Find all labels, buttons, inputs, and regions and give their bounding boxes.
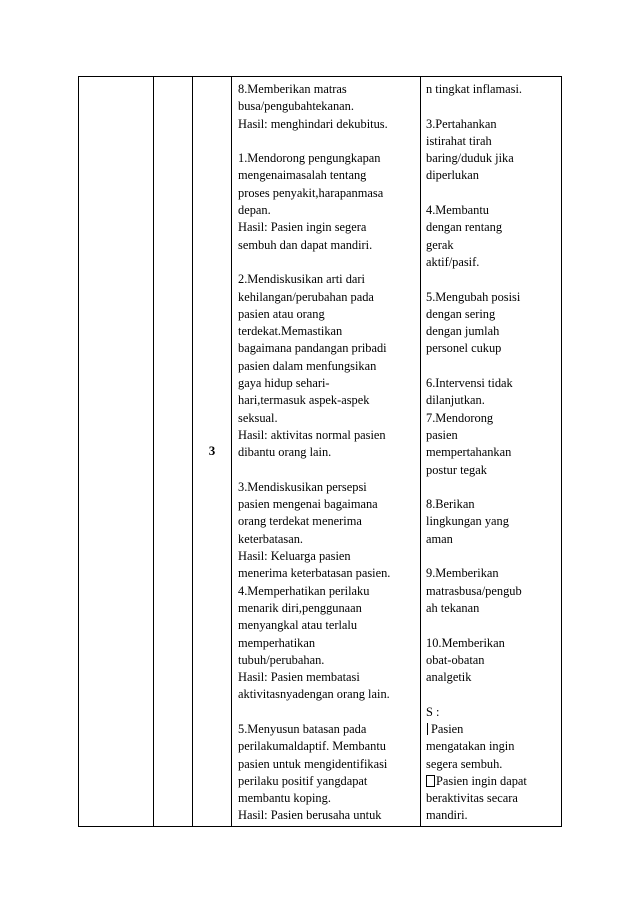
intervention-line: menerima keterbatasan pasien.: [238, 566, 391, 581]
intervention-line: perilaku positif yangdapat: [238, 773, 368, 788]
intervention-line: Hasil: Pasien membatasi: [238, 670, 360, 685]
intervention-line: mengenaimasalah tentang: [238, 168, 367, 183]
intervention-line: Hasil: menghindari dekubitus.: [238, 116, 388, 131]
intervention-line: orang terdekat menerima: [238, 514, 362, 529]
evaluation-line: 10.Memberikan: [426, 635, 505, 650]
subjective-line-1: Pasien: [426, 721, 558, 738]
evaluation-line: mempertahankan: [426, 445, 512, 460]
evaluation-line: dilanjutkan.: [426, 393, 485, 408]
evaluation-line: gerak: [426, 237, 454, 252]
intervention-cell: [232, 77, 421, 827]
intervention-line: sembuh dan dapat mandiri.: [238, 237, 373, 252]
evaluation-line: 6.Intervensi tidak: [426, 376, 513, 391]
intervention-line: memperhatikan: [238, 635, 316, 650]
evaluation-line: 5.Mengubah posisi: [426, 289, 521, 304]
intervention-line: Hasil: Pasien ingin segera: [238, 220, 367, 235]
evaluation-line: 9.Memberikan: [426, 566, 499, 581]
intervention-line: hari,termasuk aspek-aspek: [238, 393, 370, 408]
evaluation-line: personel cukup: [426, 341, 502, 356]
evaluation-line: [426, 686, 558, 703]
intervention-line: [238, 462, 417, 479]
evaluation-line: istirahat tirah: [426, 133, 492, 148]
intervention-line: pasien atau orang: [238, 306, 325, 321]
subjective-line-3: segera sembuh.: [426, 756, 503, 771]
intervention-line: Hasil: Pasien berusaha untuk: [238, 808, 382, 823]
intervention-line: perilakumaldaptif. Membantu: [238, 739, 386, 754]
intervention-text: [232, 77, 420, 826]
intervention-line: membantu koping.: [238, 791, 331, 806]
intervention-line: 3.Mendiskusikan persepsi: [238, 479, 367, 494]
intervention-line: 2.Mendiskusikan arti dari: [238, 272, 365, 287]
intervention-line: menyangkal atau terlalu: [238, 618, 358, 633]
table-row: [79, 77, 562, 827]
nursing-care-table: [78, 76, 562, 827]
evaluation-line: 3.Pertahankan: [426, 116, 497, 131]
evaluation-lines: [426, 81, 558, 721]
evaluation-line: pasien: [426, 427, 458, 442]
intervention-line: menarik diri,penggunaan: [238, 600, 362, 615]
intervention-line: pasien dalam menfungsikan: [238, 358, 377, 373]
evaluation-line: baring/duduk jika: [426, 151, 514, 166]
evaluation-line: dengan sering: [426, 306, 496, 321]
intervention-line: 4.Memperhatikan perilaku: [238, 583, 370, 598]
evaluation-line: [426, 548, 558, 565]
evaluation-text: [421, 77, 561, 826]
evaluation-line: n tingkat inflamasi.: [426, 82, 523, 96]
subjective-line-5: beraktivitas secara: [426, 791, 518, 806]
intervention-line: pasien untuk mengidentifikasi: [238, 756, 388, 771]
subjective-line-2: mengatakan ingin: [426, 739, 515, 754]
intervention-line: busa/pengubahtekanan.: [238, 99, 354, 114]
evaluation-line: 4.Membantu: [426, 203, 489, 218]
evaluation-line: analgetik: [426, 670, 472, 685]
evaluation-line: [426, 479, 558, 496]
intervention-line: bagaimana pandangan pribadi: [238, 341, 387, 356]
evaluation-line: 8.Berikan: [426, 497, 475, 512]
intervention-line: 1.Mendorong pengungkapan: [238, 151, 381, 166]
evaluation-line: obat-obatan: [426, 652, 485, 667]
intervention-line: Hasil: Keluarga pasien: [238, 549, 351, 564]
evaluation-line: 7.Mendorong: [426, 410, 494, 425]
intervention-line: seksual.: [238, 410, 278, 425]
evaluation-line: dengan rentang: [426, 220, 503, 235]
evaluation-line: ah tekanan: [426, 600, 480, 615]
evaluation-line: postur tegak: [426, 462, 487, 477]
evaluation-line: [426, 271, 558, 288]
row-number-cell: [193, 77, 232, 827]
subjective-line-6: mandiri.: [426, 808, 468, 823]
evaluation-cell: [421, 77, 562, 827]
evaluation-line: S :: [426, 704, 440, 719]
intervention-line: dibantu orang lain.: [238, 445, 332, 460]
intervention-line: gaya hidup sehari-: [238, 376, 330, 391]
intervention-line: [238, 133, 417, 150]
evaluation-line: [426, 358, 558, 375]
evaluation-line: matrasbusa/pengub: [426, 583, 522, 598]
intervention-line: depan.: [238, 203, 271, 218]
evaluation-line: aman: [426, 531, 453, 546]
evaluation-line: [426, 98, 558, 115]
intervention-line: [238, 254, 417, 271]
intervention-line: 5.Menyusun batasan pada: [238, 721, 367, 736]
intervention-line: [238, 704, 417, 721]
evaluation-line: [426, 617, 558, 634]
intervention-line: 8.Memberikan matras: [238, 82, 347, 96]
intervention-line: keterbatasan.: [238, 531, 304, 546]
evaluation-line: [426, 185, 558, 202]
intervention-line: pasien mengenai bagaimana: [238, 497, 378, 512]
intervention-line: aktivitasnyadengan orang lain.: [238, 687, 390, 702]
evaluation-line: lingkungan yang: [426, 514, 509, 529]
checkbox-bullet-icon: [426, 775, 435, 787]
empty-cell-2: [154, 77, 193, 827]
evaluation-line: diperlukan: [426, 168, 479, 183]
intervention-line: terdekat.Memastikan: [238, 324, 343, 339]
intervention-line: proses penyakit,harapanmasa: [238, 185, 384, 200]
intervention-line: Hasil: aktivitas normal pasien: [238, 427, 386, 442]
intervention-line: kehilangan/perubahan pada: [238, 289, 374, 304]
row-number: 3: [208, 443, 216, 459]
evaluation-line: dengan jumlah: [426, 324, 500, 339]
evaluation-line: aktif/pasif.: [426, 254, 480, 269]
subjective-line-4: Pasien ingin dapat: [426, 773, 558, 790]
intervention-line: tubuh/perubahan.: [238, 652, 325, 667]
bullet-marker-icon: [427, 723, 428, 735]
empty-cell-1: [79, 77, 154, 827]
